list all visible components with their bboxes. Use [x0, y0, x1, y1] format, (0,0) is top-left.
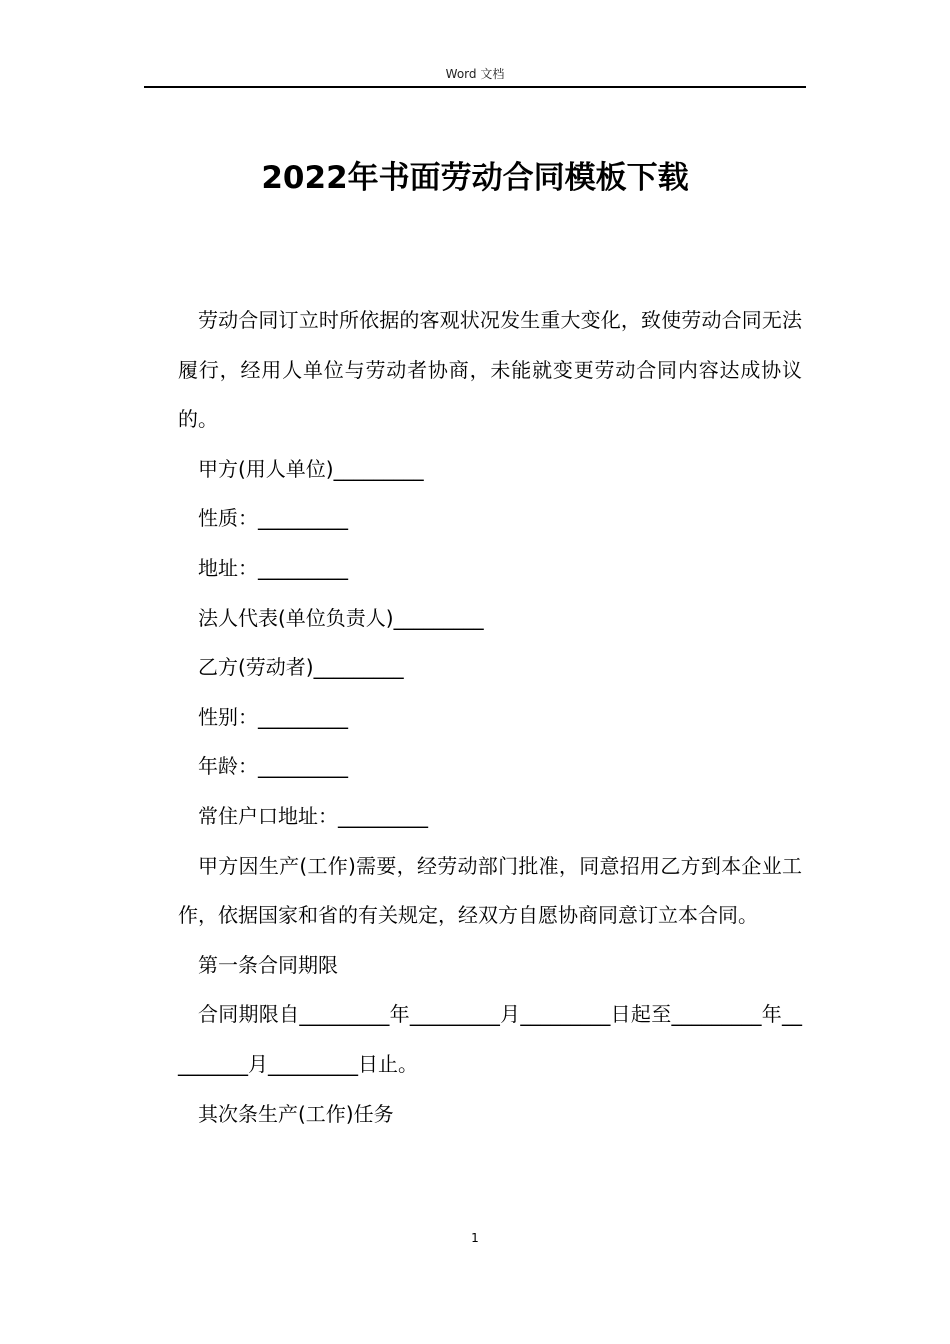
document-body	[178, 296, 802, 1139]
field-party-a: 甲方(用人单位)_________	[198, 456, 424, 481]
article-1-heading: 第一条合同期限	[198, 952, 338, 977]
header-divider	[144, 86, 806, 88]
paragraph-intro: 劳动合同订立时所依据的客观状况发生重大变化，致使劳动合同无法履行，经用人单位与劳动者协商，未能就变更劳动合同内容达成协议的。	[178, 308, 802, 432]
field-address: 地址：_________	[198, 555, 348, 580]
field-nature: 性质：_________	[198, 506, 348, 531]
field-age: 年龄：_________	[198, 754, 348, 779]
field-registered-address: 常住户口地址：_________	[198, 803, 428, 828]
document-title: 2022年书面劳动合同模板下载	[261, 160, 689, 196]
field-legal-representative: 法人代表(单位负责人)_________	[198, 605, 484, 630]
paragraph-contract-term: 合同期限自_________年_________月_________日起至_________年_________月_________日止。	[178, 1002, 802, 1076]
field-party-b: 乙方(劳动者)_________	[198, 655, 404, 680]
page-header-label: Word 文档	[445, 67, 505, 81]
article-2-heading: 其次条生产(工作)任务	[198, 1101, 394, 1126]
page-number: 1	[471, 1231, 479, 1245]
field-gender: 性别：_________	[198, 704, 348, 729]
paragraph-agreement: 甲方因生产(工作)需要，经劳动部门批准，同意招用乙方到本企业工作，依据国家和省的有关规定，经双方自愿协商同意订立本合同。	[178, 853, 802, 928]
